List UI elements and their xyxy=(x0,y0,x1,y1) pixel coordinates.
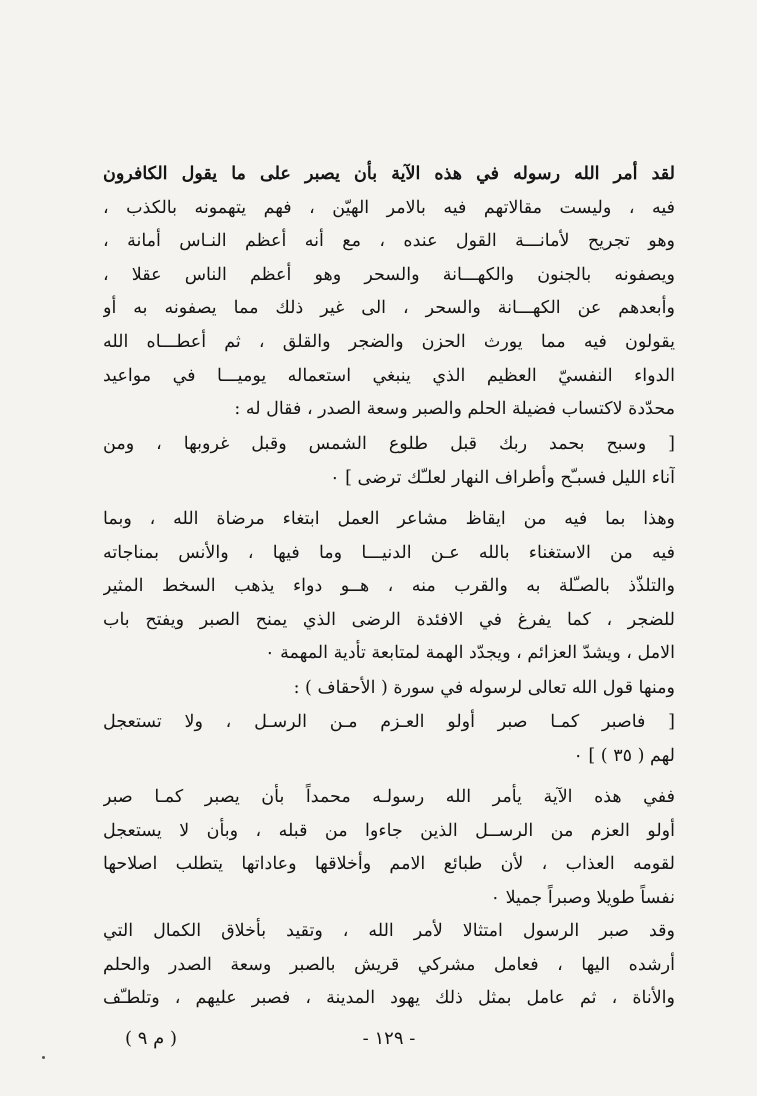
text-line: ومنها قول الله تعالى لرسوله في سورة ( الأحقاف ) : xyxy=(293,678,675,698)
text-line: فيه من الاستغناء بالله عـن الدنيـــا وما فيها ، والأنس بمناجاته xyxy=(103,542,675,563)
text-line: والأناة ، ثم عامل بمثل ذلك يهود المدينة ، فصبر عليهم ، وتلطـّف xyxy=(103,988,675,1009)
text-line: لقومه العذاب ، لأن طبائع الامم وأخلاقها وعاداتها يتطلب اصلاحها xyxy=(103,854,675,875)
signature-mark: ( م ٩ ) xyxy=(125,1028,178,1049)
text-line: لهم ( ٣٥ ) ] ٠ xyxy=(573,745,675,766)
page-footer xyxy=(103,1028,675,1058)
text-line: والتلذّذ بالصـّلة به والقرب منه ، هــو دواء يذهب السخط المثير xyxy=(103,576,675,597)
text-line: آناء الليل فسبـّح وأطراف النهار لعلـّك ترضى ] ٠ xyxy=(330,467,675,488)
text-line: الدواء النفسيّ العظيم الذي ينبغي استعماله يوميـــا في مواعيد xyxy=(103,365,675,386)
paragraph-4 xyxy=(103,915,675,1016)
scan-speck xyxy=(42,1056,45,1059)
paragraph-2 xyxy=(103,503,675,671)
verse-intro xyxy=(103,672,675,706)
text-line: وقد صبر الرسول امتثالا لأمر الله ، وتقيد بأخلاق الكمال التي xyxy=(103,921,675,941)
text-line: الامل ، ويشدّ العزائم ، ويجدّد الهمة لمتابعة تأدية المهمة ٠ xyxy=(265,643,675,664)
text-line: يقولون فيه مما يورث الحزن والضجر والقلق ، ثم أعطـــاه الله xyxy=(103,331,675,352)
text-line: محدّدة لاكتساب فضيلة الحلم والصبر وسعة الصدر ، فقال له : xyxy=(234,399,675,420)
text-line: أولو العزم من الرســل الذين جاءوا من قبله ، وبأن لا يستعجل xyxy=(103,820,675,841)
page-number: - ١٢٩ - xyxy=(362,1028,416,1049)
paragraph-3 xyxy=(103,781,675,915)
text-line: للضجر ، كما يفرغ في الافئدة الرضى الذي يمنح الصبر ويفتح باب xyxy=(103,609,675,630)
quran-verse-1 xyxy=(103,428,675,495)
quran-verse-2 xyxy=(103,706,675,773)
paragraph-1 xyxy=(103,158,675,427)
text-line: لقد أمر الله رسوله في هذه الآية بأن يصبر على ما يقول الكافرون xyxy=(103,164,675,184)
text-line: وهو تجريح لأمانـــة القول عنده ، مع أنه أعظم النـاس أمانة ، xyxy=(103,231,675,252)
text-line: وأبعدهم عن الكهـــانة والسحر ، الى غير ذلك مما يصفونه به أو xyxy=(103,298,675,319)
text-line: [ فاصبر كمـا صبر أولو العـزم مـن الرسـل ، ولا تستعجل xyxy=(103,712,675,732)
text-line: فيه ، وليست مقالاتهم فيه بالامر الهيّن ، فهم يتهمونه بالكذب ، xyxy=(103,197,675,218)
text-line: نفساً طويلا وصبراً جميلا ٠ xyxy=(490,887,675,908)
text-line: [ وسبح بحمد ربك قبل طلوع الشمس وقبل غروبها ، ومن xyxy=(103,434,675,454)
text-line: وهذا بما فيه من ايقاظ مشاعر العمل ابتغاء مرضاة الله ، وبما xyxy=(103,509,675,529)
text-line: ويصفونه بالجنون والكهـــانة والسحر وهو أعظم الناس عقلا ، xyxy=(103,264,675,285)
text-line: ففي هذه الآية يأمر الله رسولـه محمداً بأن يصبر كمـا صبر xyxy=(103,787,675,807)
text-line: أرشده اليها ، فعامل مشركي قريش بالصبر وسعة الصدر والحلم xyxy=(103,954,675,975)
